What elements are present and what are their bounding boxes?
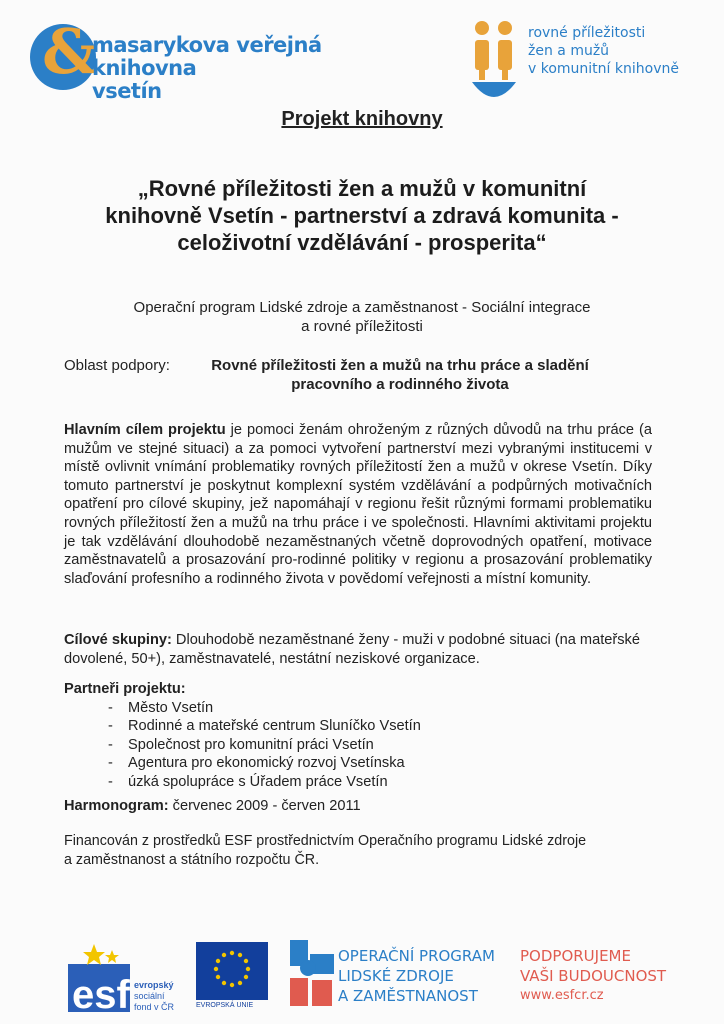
svg-text:esf: esf xyxy=(72,973,130,1012)
support-slogan xyxy=(520,946,666,1006)
schedule-label: Harmonogram: xyxy=(64,798,169,814)
project-logo-line2: žen a mužů xyxy=(528,43,610,59)
partners-list xyxy=(64,699,664,792)
title-line2: knihovně Vsetín - partnerství a zdravá komunita - xyxy=(105,203,619,228)
financing-line2: a zaměstnanost a státního rozpočtu ČR. xyxy=(64,851,320,868)
op-logo-icon xyxy=(290,940,334,1006)
program-line2: a rovné příležitosti xyxy=(301,318,423,335)
esf-text2: sociální xyxy=(134,991,165,1001)
eu-text: EVROPSKÁ UNIE xyxy=(196,1002,254,1009)
project-logo xyxy=(470,20,710,100)
target-groups-label: Cílové skupiny: xyxy=(64,632,172,648)
target-groups xyxy=(64,631,664,668)
eu-flag-icon xyxy=(196,942,268,1000)
project-logo-line3: v komunitní knihovně xyxy=(528,61,679,77)
page-heading: Projekt knihovny xyxy=(281,108,443,130)
support-area xyxy=(64,356,664,394)
schedule-value: červenec 2009 - červen 2011 xyxy=(168,798,361,814)
title-line1: „Rovné příležitosti žen a mužů v komunitní xyxy=(137,176,587,201)
financing-line1: Financován z prostředků ESF prostřednictvím Operačního programu Lidské zdroje xyxy=(64,833,587,849)
list-item: - Agentura pro ekonomický rozvoj Vsetínska xyxy=(108,754,664,773)
library-logo-line1: masarykova veřejná knihovna xyxy=(92,33,322,80)
op-line1: OPERAČNÍ PROGRAM xyxy=(338,947,495,965)
program-line1: Operační program Lidské zdroje a zaměstnanost - Sociální integrace xyxy=(133,299,591,316)
support-area-value-line1: Rovné příležitosti žen a mužů na trhu práce a sladění xyxy=(211,357,589,374)
target-groups-text: Dlouhodobě nezaměstnané ženy - muži v podobné situaci (na mateřské dovolené, 50+), zaměstnavatelé, nestátní neziskové organizace. xyxy=(64,632,640,667)
title-line3: celoživotní vzdělávání - prosperita“ xyxy=(177,230,547,255)
partners-label: Partneři projektu: xyxy=(64,681,186,697)
op-logo-text xyxy=(338,946,495,1006)
list-item: - úzká spolupráce s Úřadem práce Vsetín xyxy=(108,773,664,792)
project-logo-line1: rovné příležitosti xyxy=(528,25,646,41)
schedule xyxy=(64,797,664,816)
project-logo-text xyxy=(528,24,679,78)
support-area-value xyxy=(180,356,620,394)
list-item: - Společnost pro komunitní práci Vsetín xyxy=(108,736,664,755)
list-item: - Město Vsetín xyxy=(108,699,664,718)
esf-text3: fond v ČR xyxy=(134,1002,175,1012)
project-goal-label: Hlavním cílem projektu xyxy=(64,422,226,438)
esf-logo xyxy=(68,942,190,1012)
slogan-line2: VAŠI BUDOUCNOST xyxy=(520,967,667,985)
esf-text1: evropský xyxy=(134,980,174,990)
op-line3: A ZAMĚSTNANOST xyxy=(338,987,478,1005)
slogan-url: www.esfcr.cz xyxy=(520,988,604,1003)
financing-note xyxy=(64,832,664,869)
operational-program xyxy=(80,298,644,336)
footer-logos xyxy=(0,930,724,1024)
library-logo xyxy=(30,15,350,103)
ampersand-icon: & xyxy=(42,15,98,88)
project-goal-text: je pomoci ženám ohroženým z různých důvodů na trhu práce (a mužům ve stejné situaci) a za pomoci vytvoření partnerství mezi vybranými institucemi v místě ovlivnit vnímání problematiky rovných příležitostí žen a mužů v okrese Vsetín. Díky tomuto partnerství je poskytnut komplexní systém vzdělávání a podpůrných motivačních opatření pro cílové skupiny, jež napomáhají v regionu řešit různými formami problematiku rovných příležitostí žen a mužů na trhu práce i ve společnosti. Hlavními aktivitami projektu je tak vzdělávání dlouhodobě nezaměstnaných včetně doprovodných opatření, motivace zaměstnavatelů a prosazování pro-rodinné politiky v regionu a prosazování problematiky slaďování profesního a rodinného života v povědomí veřejnosti a místní komunity. xyxy=(64,422,652,587)
people-icon xyxy=(470,20,518,100)
list-item: - Rodinné a mateřské centrum Sluníčko Vsetín xyxy=(108,717,664,736)
slogan-line1: PODPORUJEME xyxy=(520,947,631,965)
library-logo-line2: vsetín xyxy=(92,79,162,103)
support-area-value-line2: pracovního a rodinného života xyxy=(291,376,509,393)
support-area-label: Oblast podpory: xyxy=(64,357,170,374)
op-line2: LIDSKÉ ZDROJE xyxy=(338,967,454,985)
project-goal-paragraph xyxy=(64,421,652,588)
library-logo-text xyxy=(92,34,350,103)
project-title xyxy=(50,175,674,256)
project-partners xyxy=(64,680,664,792)
